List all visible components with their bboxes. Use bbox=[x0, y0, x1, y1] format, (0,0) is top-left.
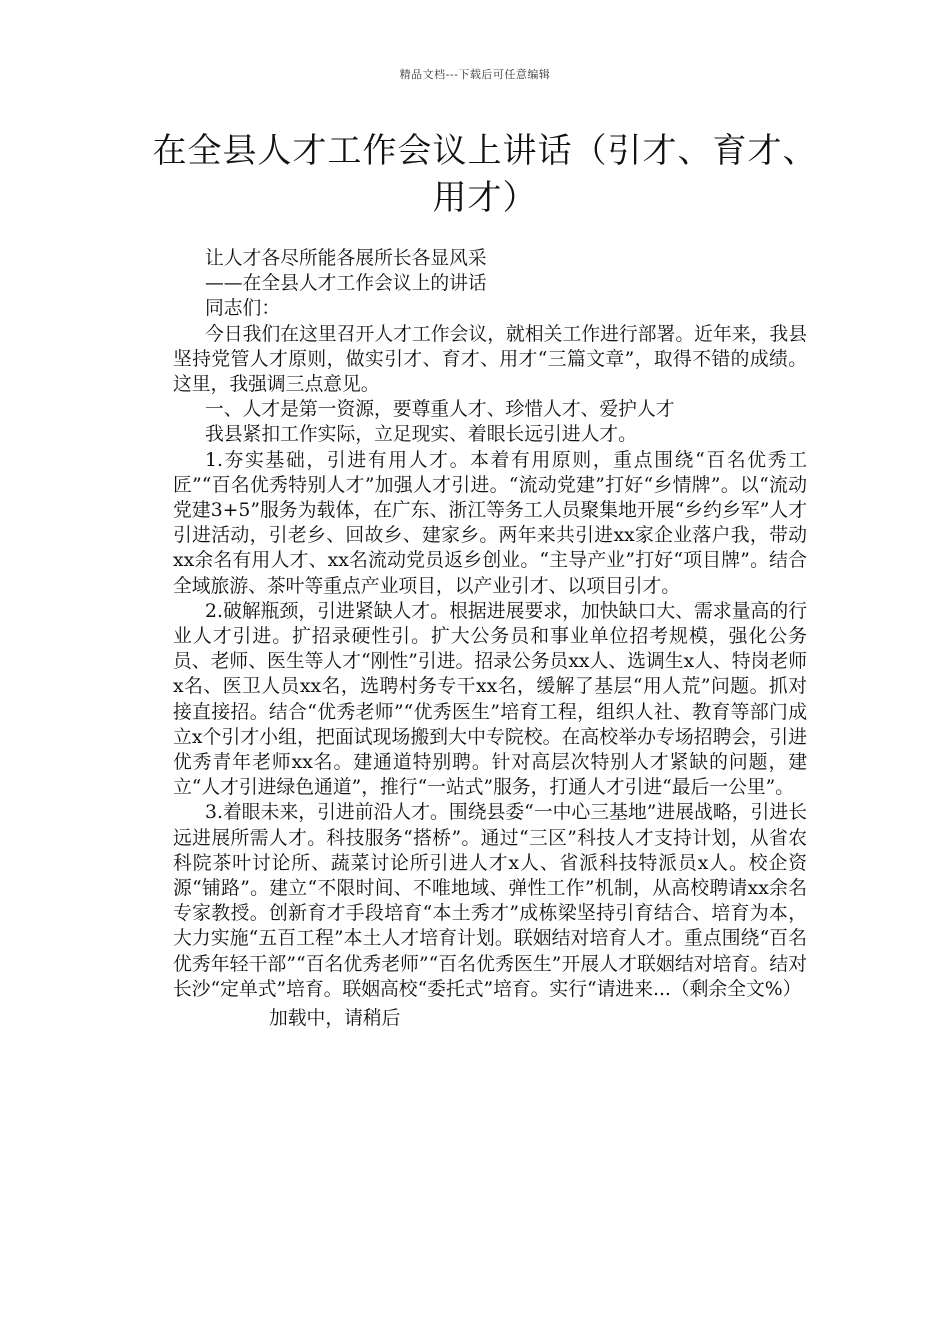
paragraph-point-1: 1.夯实基础，引进有用人才。本着有用原则，重点围绕“百名优秀工匠”“百名优秀特别人才”加强人才引进。“流动党建”打好“乡情牌”。以“流动党建3+5”服务为载体，在广东、浙江等务工人员聚集地开展“乡约乡军”人才引进活动，引老乡、回故乡、建家乡。两年来共引进xx家企业落户我，带动xx余名有用人才、xx名流动党员返乡创业。“主导产业”打好“项目牌”。结合全域旅游、茶叶等重点产业项目，以产业引才、以项目引才。 bbox=[173, 449, 807, 597]
paragraph-intro: 今日我们在这里召开人才工作会议，就相关工作进行部署。近年来，我县坚持党管人才原则，做实引才、育才、用才“三篇文章”，取得不错的成绩。这里，我强调三点意见。 bbox=[173, 323, 807, 396]
loading-link[interactable]: 加载中，请稍后 bbox=[269, 1008, 401, 1030]
paragraph-point-3: 3.着眼未来，引进前沿人才。围绕县委“一中心三基地”进展战略，引进长远进展所需人才。科技服务“搭桥”。通过“三区”科技人才支持计划，从省农科院茶叶讨论所、蔬菜讨论所引进人才x人、省派科技特派员x人。校企资源“铺路”。建立“不限时间、不唯地域、弹性工作”机制，从高校聘请xx余名专家教授。创新育才手段培育“本土秀才”成栋梁坚持引育结合、培育为本，大力实施“五百工程”本土人才培育计划。联姻结对培育人才。重点围绕“百名优秀年轻干部”“百名优秀老师”“百名优秀医生”开展人才联姻结对培育。结对长沙“定单式”培育。联姻高校“委托式”培育。实行“请进来...（剩余全文%） bbox=[173, 802, 807, 1000]
paragraph-point-2: 2.破解瓶颈，引进紧缺人才。根据进展要求，加快缺口大、需求量高的行业人才引进。扩招录硬性引。扩大公务员和事业单位招考规模，强化公务员、老师、医生等人才“刚性”引进。招录公务员xx人、选调生x人、特岗老师x名、医卫人员xx名，选聘村务专干xx名，缓解了基层“用人荒”问题。抓对接直接招。结合“优秀老师”“优秀医生”培育工程，组织人社、教育等部门成立x个引才小组，把面试现场搬到大中专院校。在高校举办专场招聘会，引进优秀青年老师xx名。建通道特别聘。针对高层次特别人才紧缺的问题，建立“人才引进绿色通道”，推行“一站式”服务，打通人才引进“最后一公里”。 bbox=[173, 600, 807, 799]
speech-byline: ——在全县人才工作会议上的讲话 bbox=[205, 273, 487, 295]
document-body bbox=[173, 246, 807, 1031]
speech-subtitle: 让人才各尽所能各展所长各显风采 bbox=[205, 248, 487, 269]
page-header-watermark: 精品文档---下载后可任意编辑 bbox=[399, 68, 551, 81]
paragraph-section-1-intro: 我县紧扣工作实际，立足现实、着眼长远引进人才。 bbox=[205, 424, 637, 446]
section-heading-1: 一、人才是第一资源，要尊重人才、珍惜人才、爱护人才 bbox=[205, 399, 675, 421]
salutation: 同志们： bbox=[205, 298, 281, 320]
document-title: 在全县人才工作会议上讲话（引才、育才、用才） bbox=[152, 131, 818, 218]
